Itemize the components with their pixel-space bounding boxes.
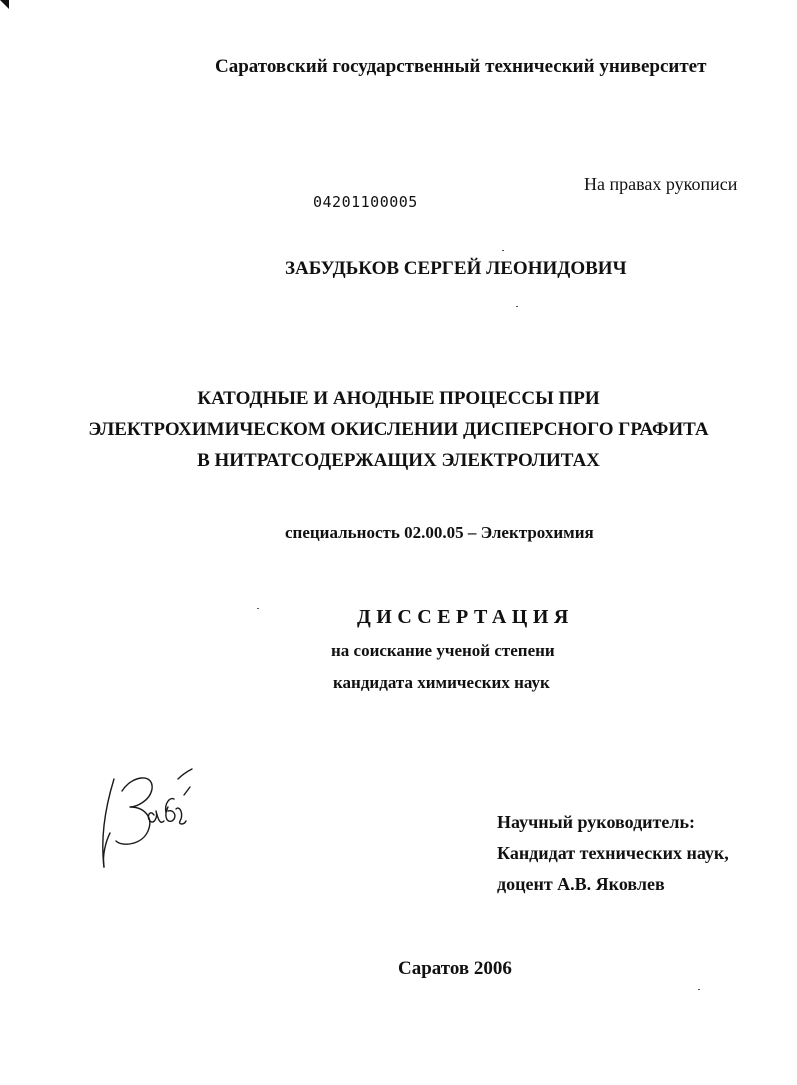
supervisor-heading: Научный руководитель: <box>497 812 695 832</box>
supervisor-name: доцент А.В. Яковлев <box>497 874 665 894</box>
specialty-line: специальность 02.00.05 – Электрохимия <box>285 523 594 542</box>
author-name: ЗАБУДЬКОВ СЕРГЕЙ ЛЕОНИДОВИЧ <box>285 258 627 279</box>
university-name: Саратовский государственный технический университет <box>215 56 707 77</box>
scan-speck <box>257 608 259 609</box>
thesis-title <box>0 383 797 476</box>
supervisor-block <box>497 807 729 900</box>
document-type-heading: ДИССЕРТАЦИЯ <box>357 606 574 628</box>
manuscript-rights-label: На правах рукописи <box>584 174 738 194</box>
supervisor-rank: Кандидат технических наук, <box>497 843 729 863</box>
thesis-title-line: ЭЛЕКТРОХИМИЧЕСКОМ ОКИСЛЕНИИ ДИСПЕРСНОГО ГРАФИТА <box>88 419 709 440</box>
scan-speck <box>502 250 504 251</box>
degree-line: на соискание ученой степени <box>331 641 555 660</box>
scan-speck <box>698 989 700 990</box>
city-year: Саратов 2006 <box>398 958 512 979</box>
thesis-title-line: КАТОДНЫЕ И АНОДНЫЕ ПРОЦЕССЫ ПРИ <box>197 388 600 409</box>
thesis-title-line: В НИТРАТСОДЕРЖАЩИХ ЭЛЕКТРОЛИТАХ <box>197 450 600 471</box>
signature <box>92 755 202 875</box>
scan-speck <box>516 306 518 307</box>
degree-line: кандидата химических наук <box>333 673 550 692</box>
registration-number: 04201100005 <box>313 193 418 211</box>
corner-triangle-icon <box>0 0 10 10</box>
